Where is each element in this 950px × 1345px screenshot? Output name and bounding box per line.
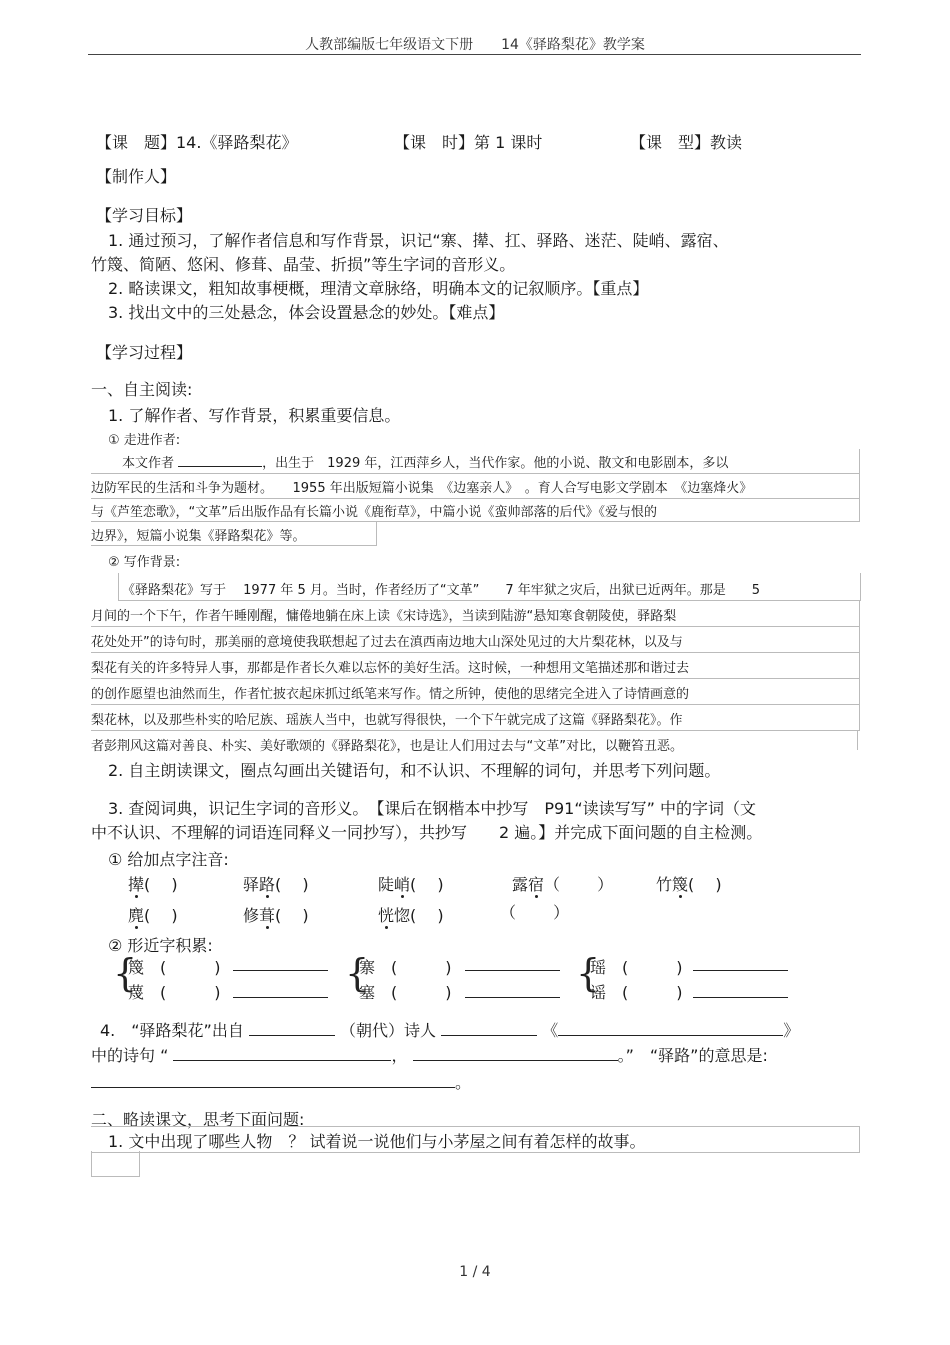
item-3a: 3. 查阅词典，识记生字词的音形义。 【课后在钢楷本中抄写 P91“读读写写” 中的字词（文 — [108, 799, 757, 818]
pinyin-blank[interactable]: ( ) — [144, 875, 178, 894]
pinyin-item — [128, 872, 178, 895]
goal-1b: 竹篾、简陋、悠闲、修葺、晶莹、折损”等生字词的音形义。 — [91, 255, 516, 274]
item-4-text: 》 — [783, 1021, 800, 1040]
pinyin-blank[interactable]: ( ) — [688, 875, 722, 894]
bg-line-7: 者彭荆风这篇对善良、朴实、美好歌颂的《驿路梨花》，也是让人们用过去与“文革”对比，以鞭笞丑恶。 — [91, 739, 683, 754]
similar-a: 篾 ( ) — [128, 958, 221, 977]
lesson-maker: 【制作人】 — [96, 167, 177, 186]
author-name-blank[interactable] — [178, 452, 262, 467]
similar-a: 寨 ( ) — [359, 958, 452, 977]
similar-b: 谣 ( ) — [590, 983, 683, 1002]
similar-label: ② 形近字积累: — [108, 936, 213, 955]
bg-line-3: 花处处开”的诗句时，那美丽的意境使我联想起了过去在滇西南边地大山深处见过的大片梨花林，以及与 — [91, 635, 683, 650]
dotted-char: 宿 — [528, 875, 545, 894]
answer-line[interactable] — [465, 970, 560, 971]
answer-line[interactable] — [693, 970, 788, 971]
author-line-2: 边防军民的生活和斗争为题材。 1955 年出版短篇小说集 《边塞亲人》 。育人合写电影文学剧本 《边塞烽火》 — [91, 481, 753, 496]
item-4-text: 。” “驿路”的意思是: — [617, 1046, 768, 1065]
dotted-char: 恍 — [378, 906, 395, 925]
answer-area-left[interactable] — [91, 1151, 140, 1177]
pinyin-blank[interactable]: ( ) — [275, 875, 309, 894]
pinyin-item: 陡峭( ) — [378, 875, 444, 894]
goal-1a: 1. 通过预习，了解作者信息和写作背景，识记“寨、撵、扛、驿路、迷茫、陡峭、露宿、 — [108, 231, 729, 250]
brace-icon: { — [345, 951, 370, 995]
lesson-title: 【课 题】14.《驿路梨花》 — [96, 133, 298, 152]
lesson-period: 【课 时】第 1 课时 — [394, 133, 543, 152]
pinyin-blank[interactable]: （ ） — [500, 903, 570, 922]
answer-line[interactable] — [233, 970, 328, 971]
question-1: 1. 文中出现了哪些人物 ？ 试着说一说他们与小茅屋之间有着怎样的故事。 — [108, 1132, 646, 1151]
pinyin-item: 恍惚( ) — [378, 906, 444, 925]
item-4-line-3 — [91, 1070, 471, 1093]
page-header: 人教部编版七年级语文下册 14《驿路梨花》教学案 — [305, 37, 645, 53]
lesson-type: 【课 型】教读 — [630, 133, 743, 152]
answer-line[interactable] — [693, 997, 788, 998]
answer-area[interactable] — [139, 1151, 860, 1176]
item-4-line-2 — [91, 1043, 768, 1066]
section-2-title: 二、略读课文，思考下面问题: — [91, 1110, 305, 1129]
item-4-text: 中的诗句 “ — [91, 1046, 169, 1065]
answer-line[interactable] — [233, 997, 328, 998]
bg-line-6: 梨花林，以及那些朴实的哈尼族、瑶族人当中，也就写得很快，一个下午就完成了这篇《驿路梨花》。作 — [91, 713, 683, 728]
author-text-a: 本文作者 — [122, 456, 175, 471]
bg-line-5: 的创作愿望也油然而生，作者忙披衣起床抓过纸笔来写作。情之所钟，使他的思绪完全进入了诗情画意的 — [91, 687, 690, 702]
dotted-char: 麂 — [128, 906, 145, 925]
bg-line-2: 月间的一个下午，作者午睡刚醒，慵倦地躺在床上读《宋诗选》，当读到陆游“悬知寒食朝陵使，驿路梨 — [91, 609, 677, 624]
header-rule — [88, 54, 861, 55]
author-text-b: ，出生于 1929 年，江西萍乡人，当代作家。他的小说、散文和电影剧本，多以 — [262, 456, 729, 471]
dotted-char: 路 — [259, 875, 276, 894]
meaning-blank[interactable] — [91, 1073, 455, 1088]
pinyin-item: 修葺( ) — [243, 906, 309, 925]
similar-b: 塞 ( ) — [359, 983, 452, 1002]
pinyin-item — [128, 903, 178, 926]
item-4-text: 。 — [455, 1073, 472, 1092]
item-4-text: 4. “驿路梨花”出自 — [100, 1021, 244, 1040]
bg-line-1: 《驿路梨花》写于 1977 年 5 月。当时，作者经历了“文革” 7 年牢狱之灾后，出狱已近两年。那是 5 — [122, 583, 761, 598]
dotted-char: 篾 — [672, 875, 689, 894]
pinyin-label: ① 给加点字注音: — [108, 850, 229, 869]
item-4-line-1 — [100, 1018, 799, 1041]
dynasty-blank[interactable] — [249, 1021, 335, 1036]
pinyin-blank[interactable]: ( ) — [275, 906, 309, 925]
item-2: 2. 自主朗读课文，圈点勾画出关键语句，和不认识、不理解的词句，并思考下列问题。 — [108, 761, 721, 780]
item-4-text: ， — [391, 1046, 408, 1065]
pinyin-blank[interactable]: ( ) — [410, 906, 444, 925]
dotted-char: 峭 — [394, 875, 411, 894]
poet-blank[interactable] — [441, 1021, 537, 1036]
item-1: 1. 了解作者、写作背景，积累重要信息。 — [108, 406, 401, 425]
similar-a: 瑶 ( ) — [590, 958, 683, 977]
pinyin-item — [500, 900, 569, 923]
dotted-char: 葺 — [259, 906, 276, 925]
author-line-1 — [122, 452, 728, 471]
author-label: ① 走进作者: — [108, 433, 181, 448]
pinyin-blank[interactable]: ( ) — [144, 906, 178, 925]
poem-title-blank[interactable] — [558, 1021, 783, 1036]
pinyin-blank[interactable]: ( ) — [410, 875, 444, 894]
similar-b: 蔑 ( ) — [128, 983, 221, 1002]
poem-line-blank-2[interactable] — [413, 1046, 618, 1061]
goals-heading: 【学习目标】 — [96, 206, 193, 225]
author-line-4: 边界》，短篇小说集《驿路梨花》等。 — [91, 529, 306, 544]
item-4-text: 《 — [542, 1021, 559, 1040]
author-line-3: 与《芦笙恋歌》，“文革”后出版作品有长篇小说《鹿衔草》，中篇小说《蛮帅部落的后代》《爱与恨的 — [91, 505, 657, 520]
dotted-char: 撵 — [128, 875, 145, 894]
process-heading: 【学习过程】 — [96, 343, 193, 362]
brace-icon: { — [576, 951, 601, 995]
answer-line[interactable] — [465, 997, 560, 998]
pinyin-blank[interactable]: （ ） — [544, 875, 614, 894]
item-3b: 中不认识、不理解的词语连同释义一同抄写），共抄写 2 遍。】并完成下面问题的自主检测。 — [91, 823, 763, 842]
item-4-text: （朝代）诗人 — [340, 1021, 437, 1040]
background-label: ② 写作背景: — [108, 555, 181, 570]
goal-3: 3. 找出文中的三处悬念，体会设置悬念的妙处。【难点】 — [108, 303, 505, 322]
bg-line-4: 梨花有关的许多特异人事，那都是作者长久难以忘怀的美好生活。这时候，一种想用文笔描述那和谐过去 — [91, 661, 690, 676]
brace-icon: { — [113, 951, 138, 995]
page-number: 1 / 4 — [459, 1264, 491, 1280]
section-1-title: 一、自主阅读: — [91, 380, 193, 399]
pinyin-item: 露宿（ ） — [512, 875, 614, 894]
goal-2: 2. 略读课文，粗知故事梗概，理清文章脉络，明确本文的记叙顺序。【重点】 — [108, 279, 649, 298]
pinyin-item: 竹篾( ) — [656, 875, 722, 894]
pinyin-item: 驿路( ) — [243, 875, 309, 894]
poem-line-blank-1[interactable] — [173, 1046, 391, 1061]
